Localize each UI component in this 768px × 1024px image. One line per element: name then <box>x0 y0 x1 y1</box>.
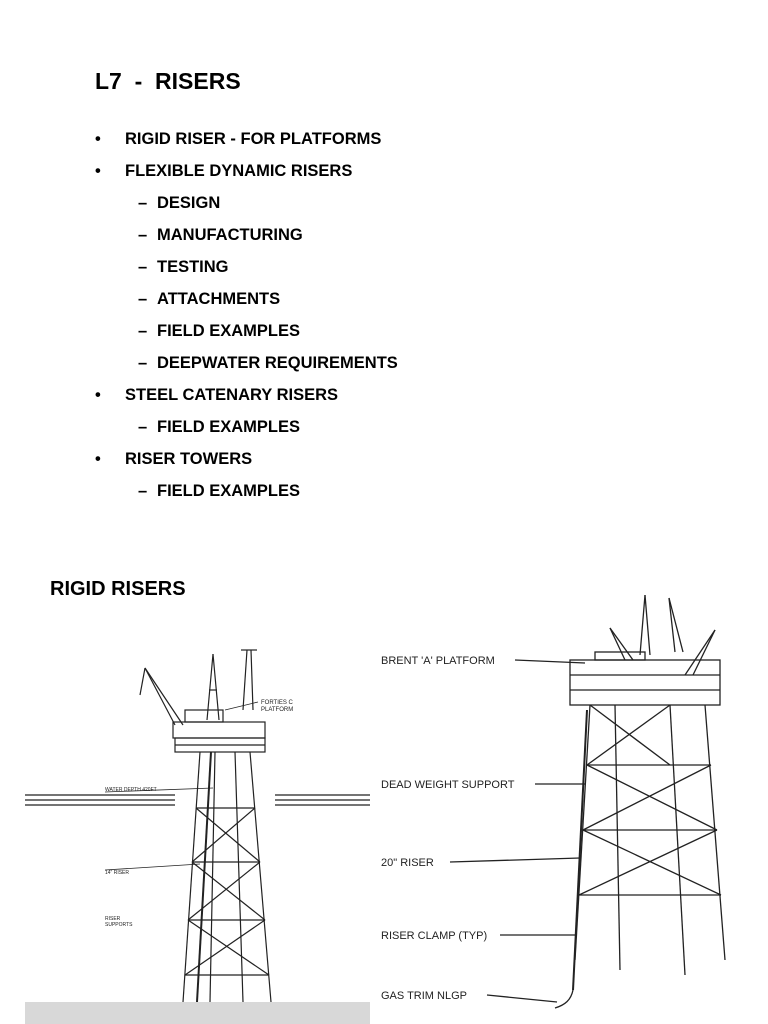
dash-marker: – <box>138 418 148 436</box>
dash-marker: – <box>138 354 148 372</box>
outline-item-text: DEEPWATER REQUIREMENTS <box>157 354 398 372</box>
outline-item-text: FIELD EXAMPLES <box>157 482 301 500</box>
dash-marker: – <box>138 226 148 244</box>
outline-item-text: STEEL CATENARY RISERS <box>125 386 339 404</box>
bullet-marker: • <box>95 162 101 180</box>
platform-label: FORTIES C <box>261 700 293 706</box>
bullet-marker: • <box>95 130 101 148</box>
dash-marker: – <box>138 258 148 276</box>
water-depth-label: WATER DEPTH 420FT <box>105 787 157 793</box>
outline-item-text: ATTACHMENTS <box>157 290 281 308</box>
section-heading: RIGID RISERS <box>50 578 186 600</box>
supports-label-line2: SUPPORTS <box>105 922 133 928</box>
brent-label-gas-trim: GAS TRIM NLGP <box>381 990 467 1002</box>
outline-item-text: TESTING <box>157 258 229 276</box>
outline-item-text: FLEXIBLE DYNAMIC RISERS <box>125 162 353 180</box>
brent-label-dead-weight: DEAD WEIGHT SUPPORT <box>381 779 515 791</box>
brent-label-clamp: RISER CLAMP (TYP) <box>381 930 488 942</box>
platform-label-line2: PLATFORM <box>261 707 294 713</box>
brent-label-riser: 20" RISER <box>381 857 434 869</box>
riser-label: 14" RISER <box>105 870 130 876</box>
outline-item-text: FIELD EXAMPLES <box>157 418 301 436</box>
dash-marker: – <box>138 290 148 308</box>
outline-item-text: RIGID RISER - FOR PLATFORMS <box>125 130 382 148</box>
slide-title: L7 - RISERS <box>95 68 241 94</box>
bullet-marker: • <box>95 450 101 468</box>
brent-platform-drawing <box>375 590 755 1020</box>
brent-label-platform: BRENT 'A' PLATFORM <box>381 655 495 667</box>
dash-marker: – <box>138 194 148 212</box>
supports-label: RISER <box>105 916 121 922</box>
outline-item-text: RISER TOWERS <box>125 450 253 468</box>
seabed <box>25 1002 370 1024</box>
outline-item-text: DESIGN <box>157 194 221 212</box>
dash-marker: – <box>138 322 148 340</box>
outline-item-text: MANUFACTURING <box>157 226 303 244</box>
forties-platform-drawing <box>25 640 370 1024</box>
bullet-marker: • <box>95 386 101 404</box>
dash-marker: – <box>138 482 148 500</box>
outline-item-text: FIELD EXAMPLES <box>157 322 301 340</box>
